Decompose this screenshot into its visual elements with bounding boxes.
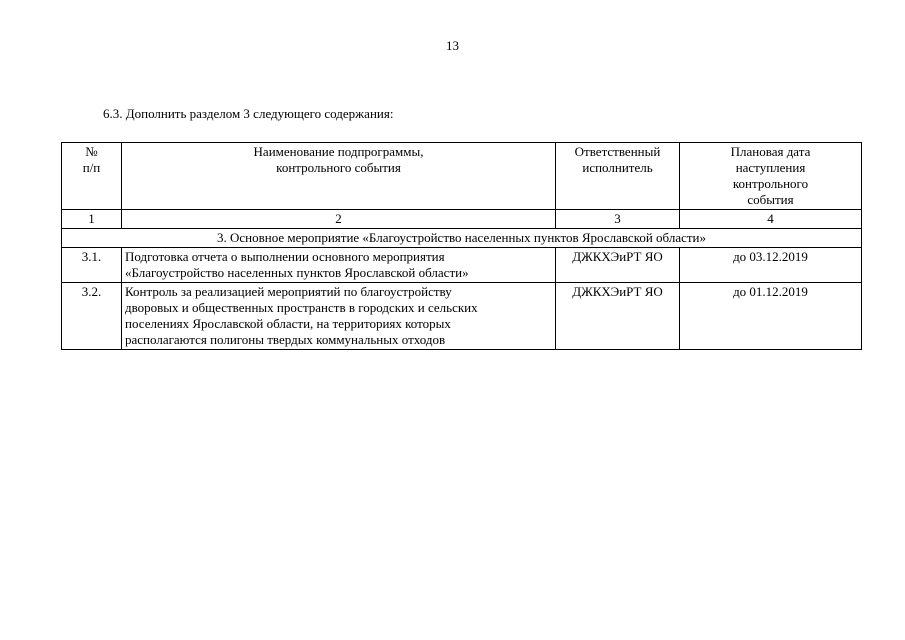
row-executor: ДЖКХЭиРТ ЯО	[556, 283, 680, 350]
row-event-name: Контроль за реализацией мероприятий по благоустройству дворовых и общественных пространств в городских и сельских поселениях Ярославской области, на территориях которых располагаются полигоны твердых коммунальных отходов	[122, 283, 556, 350]
row-date: до 01.12.2019	[680, 283, 862, 350]
header-number: № п/п	[62, 143, 122, 210]
header-executor: Ответственный исполнитель	[556, 143, 680, 210]
row-event-name: Подготовка отчета о выполнении основного мероприятия «Благоустройство населенных пунктов Ярославской области»	[122, 248, 556, 283]
row-number: 3.2.	[62, 283, 122, 350]
control-events-table	[61, 142, 862, 350]
table-header-row	[62, 143, 862, 210]
row-date: до 03.12.2019	[680, 248, 862, 283]
header-name: Наименование подпрограммы, контрольного события	[122, 143, 556, 210]
row-executor: ДЖКХЭиРТ ЯО	[556, 248, 680, 283]
section-title-row	[62, 229, 862, 248]
row-number: 3.1.	[62, 248, 122, 283]
column-number-4: 4	[680, 210, 862, 229]
column-number-3: 3	[556, 210, 680, 229]
table-row	[62, 248, 862, 283]
header-date: Плановая дата наступления контрольного события	[680, 143, 862, 210]
section-title: 3. Основное мероприятие «Благоустройство населенных пунктов Ярославской области»	[62, 229, 862, 248]
column-number-2: 2	[122, 210, 556, 229]
page-number: 13	[446, 38, 459, 53]
column-numbers-row	[62, 210, 862, 229]
table-row	[62, 283, 862, 350]
intro-paragraph: 6.3. Дополнить разделом 3 следующего содержания:	[103, 106, 394, 121]
column-number-1: 1	[62, 210, 122, 229]
